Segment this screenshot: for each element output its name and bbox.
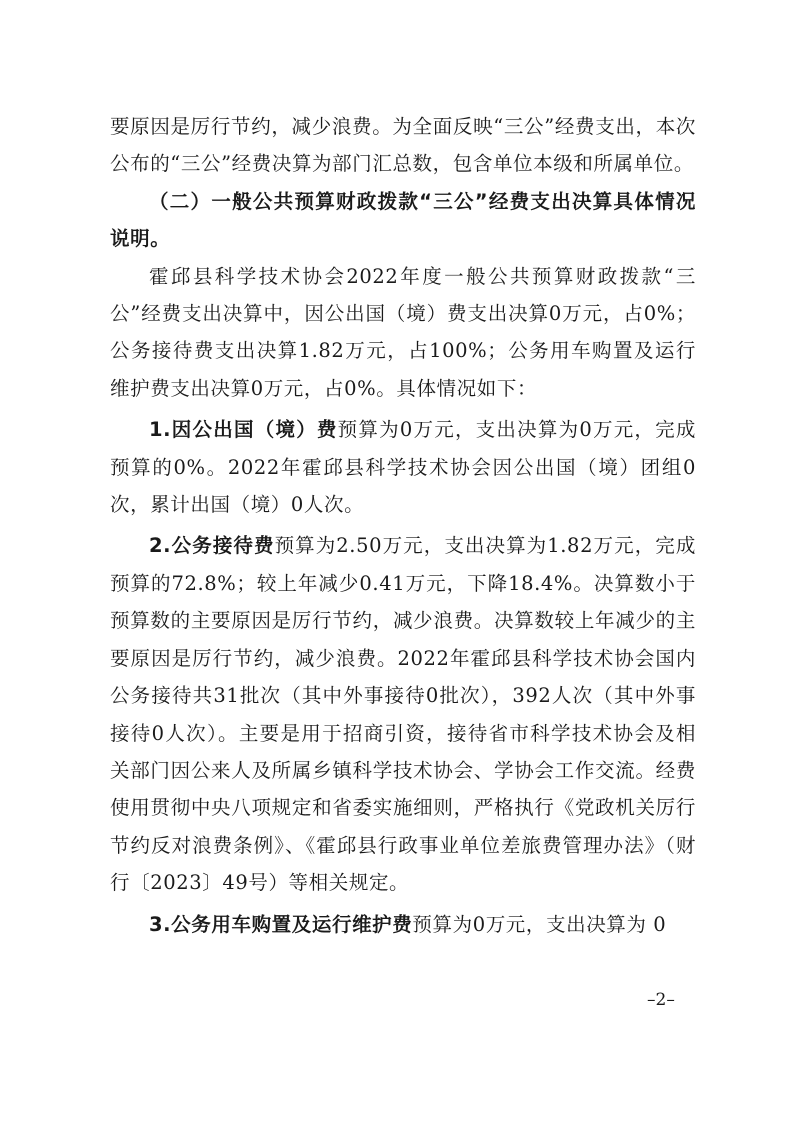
paragraph-summary: 霍邱县科学技术协会2022年度一般公共预算财政拨款“三公”经费支出决算中，因公出国（境）费支出决算0万元，占0%；公务接待费支出决算1.82万元，占100%；公务用车购置及运行维护费支出决算0万元，占0%。具体情况如下： <box>110 264 696 400</box>
item-1-body: 预算为0万元，支出决算为0万元，完成预算的0%。2022年霍邱县科学技术协会因公出国（境）团组0次，累计出国（境）0人次。 <box>110 418 696 517</box>
item-1-title: 1.因公出国（境）费 <box>149 418 338 442</box>
item-2-body: 预算为2.50万元，支出决算为1.82万元，完成预算的72.8%；较上年减少0.41万元，下降18.4%。决算数小于预算数的主要原因是厉行节约，减少浪费。决算数较上年减少的主要原因是厉行节约，减少浪费。2022年霍邱县科学技术协会国内公务接待共31批次（其中外事接待0批次），392人次（其中外事接待0人次）。主要是用于招商引资，接待省市科学技术协会及相关部门因公来人及所属乡镇科学技术协会、学协会工作交流。经费使用贯彻中央八项规定和省委实施细则，严格执行《党政机关厉行节约反对浪费条例》、《霍邱县行政事业单位差旅费管理办法》（财行〔2023〕49号）等相关规定。 <box>110 534 696 895</box>
item-2-paragraph <box>110 527 696 901</box>
item-1-paragraph <box>110 411 696 523</box>
item-2-title: 2.公务接待费 <box>149 534 275 558</box>
section-heading: （二）一般公共预算财政拨款“三公”经费支出决算具体情况说明。 <box>110 189 696 251</box>
paragraph-continuation: 要原因是厉行节约，减少浪费。为全面反映“三公”经费支出，本次公布的“三公”经费决算为部门汇总数，包含单位本级和所属单位。 <box>110 115 696 176</box>
page-number: –2– <box>647 990 675 1010</box>
body-text <box>110 108 696 943</box>
item-3-body: 预算为0万元，支出决算为 0 <box>412 912 667 936</box>
item-3-paragraph <box>110 906 696 943</box>
item-3-title: 3.公务用车购置及运行维护费 <box>149 912 413 936</box>
